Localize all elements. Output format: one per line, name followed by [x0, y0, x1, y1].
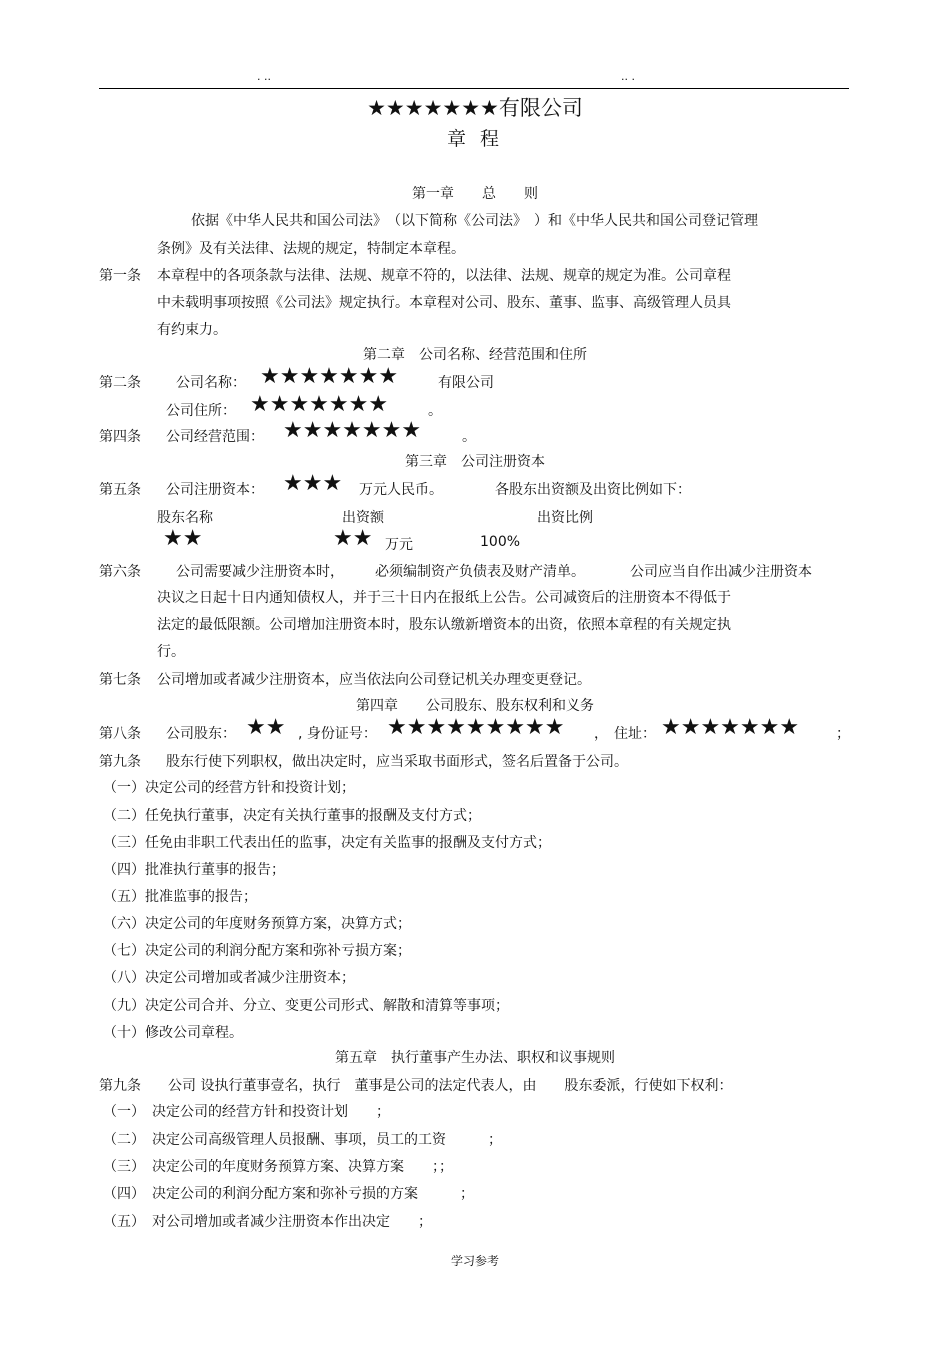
shareholder-col-amount: 出资额: [342, 510, 384, 526]
article-6-label: 第六条: [99, 564, 141, 580]
company-name-suffix: 有限公司: [438, 375, 494, 391]
shareholder-power-2: （二）任免执行董事，决定有关执行董事的报酬及支付方式；: [103, 808, 481, 824]
id-number-label: , 身份证号：: [298, 726, 377, 742]
holder-address-semicolon: ；: [836, 726, 850, 742]
capital-unit: 万元人民币。: [359, 482, 443, 498]
business-scope-redacted: ★★★★★★★: [283, 418, 422, 443]
article-2-label: 第二条: [99, 375, 141, 391]
director-power-3: （三） 决定公司的年度财务预算方案、决算方案 ；；: [103, 1159, 453, 1175]
chapter-3-heading: 第三章 公司注册资本: [405, 454, 545, 470]
preamble-line-2: 条例》及有关法律、法规的规定，特制定本章程。: [157, 241, 465, 257]
shareholder-redacted: ★★: [246, 715, 286, 740]
company-address-suffix: 。: [428, 403, 442, 419]
article-6-line-4: 行。: [157, 644, 185, 660]
article-9b-label: 第九条: [99, 1078, 141, 1094]
article-1-line-1: 本章程中的各项条款与法律、法规、规章不符的，以法律、法规、规章的规定为准。公司章程: [157, 268, 731, 284]
holder-address-label: 住址：: [614, 726, 656, 742]
shareholder-power-1: （一）决定公司的经营方针和投资计划；: [103, 780, 355, 796]
holder-address-redacted: ★★★★★★★: [661, 715, 800, 740]
chapter-2-heading: 第二章 公司名称、经营范围和住所: [363, 347, 587, 363]
shareholder-amount-unit: 万元: [385, 537, 413, 553]
article-7-label: 第七条: [99, 672, 141, 688]
company-name-label: 公司名称：: [176, 375, 246, 391]
article-1-line-2: 中未载明事项按照《公司法》规定执行。本章程对公司、股东、董事、监事、高级管理人员具: [157, 295, 731, 311]
company-name-redacted: ★★★★★★★: [260, 364, 399, 389]
shareholder-power-6: （六）决定公司的年度财务预算方案，决算方式；: [103, 916, 411, 932]
capital-label: 公司注册资本：: [166, 482, 264, 498]
shareholder-power-10: （十）修改公司章程。: [103, 1025, 243, 1041]
article-9b-text: 公司 设执行董事壹名，执行 董事是公司的法定代表人，由 股东委派，行使如下权利：: [168, 1078, 733, 1094]
article-6-line-3: 法定的最低限额。公司增加注册资本时，股东认缴新增资本的出资，依照本章程的有关规定执: [157, 617, 731, 633]
shareholder-amount-redacted: ★★: [333, 526, 373, 551]
shareholder-label: 公司股东：: [166, 726, 236, 742]
article-1-line-3: 有约束力。: [157, 322, 227, 338]
document-subtitle: 章 程: [446, 128, 504, 150]
article-9-text: 股东行使下列职权，做出决定时，应当采取书面形式，签名后置备于公司。: [166, 754, 628, 770]
chapter-4-heading: 第四章 公司股东、股东权利和义务: [356, 698, 594, 714]
director-power-5: （五） 对公司增加或者减少注册资本作出决定 ；: [103, 1214, 432, 1230]
article-1-label: 第一条: [99, 268, 141, 284]
article-8-label: 第八条: [99, 726, 141, 742]
article-6-line-2: 决议之日起十日内通知债权人，并于三十日内在报纸上公告。公司减资后的注册资本不得低于: [157, 590, 731, 606]
header-dots-left: . ..: [257, 70, 271, 83]
article-5-label: 第五条: [99, 482, 141, 498]
shareholder-power-7: （七）决定公司的利润分配方案和弥补亏损方案；: [103, 943, 411, 959]
header-dots-right: .. .: [621, 70, 635, 83]
capital-tail: 各股东出资额及出资比例如下：: [495, 482, 691, 498]
shareholder-power-4: （四）批准执行董事的报告；: [103, 862, 285, 878]
chapter-5-heading: 第五章 执行董事产生办法、职权和议事规则: [335, 1050, 615, 1066]
id-comma: ，: [594, 726, 608, 742]
document-title: ★★★★★★★有限公司: [367, 96, 583, 120]
shareholder-power-3: （三）任免由非职工代表出任的监事，决定有关监事的报酬及支付方式；: [103, 835, 551, 851]
shareholder-power-9: （九）决定公司合并、分立、变更公司形式、解散和清算等事项；: [103, 998, 509, 1014]
capital-redacted: ★★★: [283, 471, 343, 496]
header-rule: [99, 88, 849, 89]
company-address-label: 公司住所：: [166, 403, 236, 419]
article-6-line-1c: 公司应当自作出减少注册资本: [630, 564, 812, 580]
chapter-1-heading: 第一章 总 则: [412, 186, 538, 202]
shareholder-ratio: 100%: [480, 534, 521, 550]
director-power-2: （二） 决定公司高级管理人员报酬、事项，员工的工资 ；: [103, 1132, 502, 1148]
id-number-redacted: ★★★★★★★★★: [387, 715, 565, 740]
shareholder-col-name: 股东名称: [157, 510, 213, 526]
business-scope-label: 公司经营范围：: [166, 429, 264, 445]
director-power-1: （一） 决定公司的经营方针和投资计划 ；: [103, 1104, 390, 1120]
shareholder-power-5: （五）批准监事的报告；: [103, 889, 257, 905]
director-power-4: （四） 决定公司的利润分配方案和弥补亏损的方案 ；: [103, 1186, 474, 1202]
company-address-redacted: ★★★★★★★: [250, 392, 389, 417]
article-7-text: 公司增加或者减少注册资本，应当依法向公司登记机关办理变更登记。: [157, 672, 591, 688]
article-6-line-1b: 必须编制资产负债表及财产清单。: [375, 564, 585, 580]
shareholder-power-8: （八）决定公司增加或者减少注册资本；: [103, 970, 355, 986]
business-scope-suffix: 。: [462, 429, 476, 445]
article-6-line-1a: 公司需要减少注册资本时，: [176, 564, 344, 580]
shareholder-name-redacted: ★★: [163, 526, 203, 551]
preamble-line-1: 依据《中华人民共和国公司法》 （以下简称《公司法》 ）和《中华人民共和国公司登记管理: [191, 213, 758, 229]
page-footer: 学习参考: [450, 1254, 499, 1268]
shareholder-col-ratio: 出资比例: [537, 510, 593, 526]
article-4-label: 第四条: [99, 429, 141, 445]
article-9-label: 第九条: [99, 754, 141, 770]
